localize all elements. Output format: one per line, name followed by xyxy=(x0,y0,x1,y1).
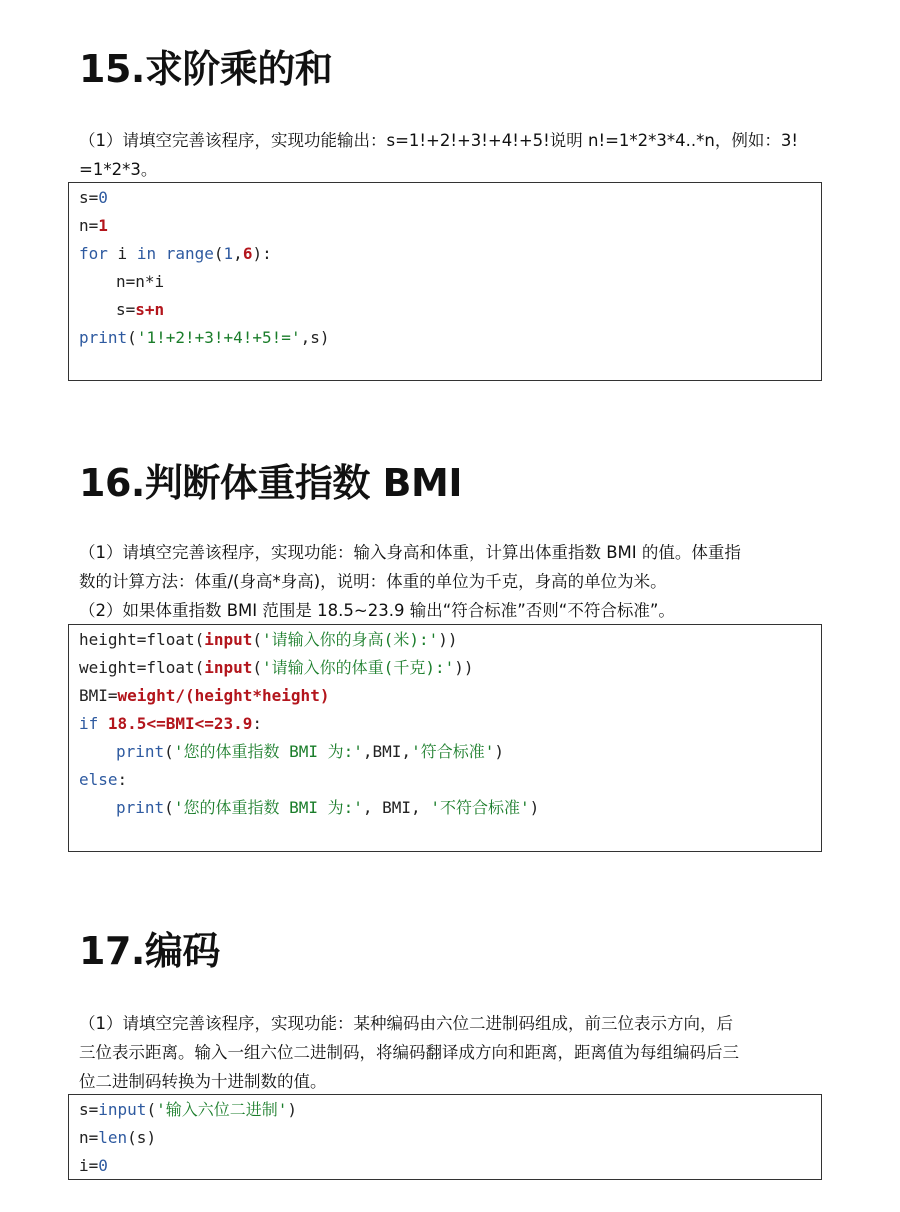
description-line: （1）请填空完善该程序，实现功能输出：s=1!+2!+3!+4!+5!说明 n!=1*2*3*4..*n，例如：3! xyxy=(79,131,798,150)
code-line: s=0 xyxy=(79,188,108,207)
description-line: （2）如果体重指数 BMI 范围是 18.5~23.9 输出“符合标准”否则“不符合标准”。 xyxy=(79,601,675,620)
code-line: print('您的体重指数 BMI 为:',BMI,'符合标准') xyxy=(116,742,504,761)
code-line: n=n*i xyxy=(116,272,165,291)
section-description xyxy=(79,126,831,184)
code-line: n=1 xyxy=(79,216,108,235)
code-line: BMI=weight/(height*height) xyxy=(79,686,330,705)
description-line: （1）请填空完善该程序，实现功能：某种编码由六位二进制码组成，前三位表示方向，后 xyxy=(79,1014,733,1033)
code-line: s=s+n xyxy=(116,300,165,319)
description-line: 三位表示距离。输入一组六位二进制码，将编码翻译成方向和距离，距离值为每组编码后三 xyxy=(79,1043,739,1062)
section-description xyxy=(79,1009,831,1096)
description-line: =1*2*3。 xyxy=(79,160,158,179)
code-line: s=input('输入六位二进制') xyxy=(79,1100,297,1119)
code-line: for i in range(1,6): xyxy=(79,244,272,263)
section-description xyxy=(79,538,831,625)
code-block xyxy=(68,182,822,381)
code-line: n=len(s) xyxy=(79,1128,157,1147)
section-title: 16.判断体重指数 BMI xyxy=(79,461,462,505)
code-line: else: xyxy=(79,770,128,789)
code-line: print('您的体重指数 BMI 为:', BMI, '不符合标准') xyxy=(116,798,540,817)
code-line: print('1!+2!+3!+4!+5!=',s) xyxy=(79,328,330,347)
code-line: if 18.5<=BMI<=23.9: xyxy=(79,714,263,733)
description-line: （1）请填空完善该程序，实现功能：输入身高和体重，计算出体重指数 BMI 的值。体重指 xyxy=(79,543,741,562)
code-line: i=0 xyxy=(79,1156,108,1175)
description-line: 数的计算方法：体重/(身高*身高)，说明：体重的单位为千克，身高的单位为米。 xyxy=(79,572,667,591)
code-block xyxy=(68,624,822,852)
description-line: 位二进制码转换为十进制数的值。 xyxy=(79,1072,327,1091)
section-title: 15.求阶乘的和 xyxy=(79,47,333,91)
code-line: height=float(input('请输入你的身高(米):')) xyxy=(79,630,458,649)
code-block xyxy=(68,1094,822,1180)
section-title: 17.编码 xyxy=(79,929,220,973)
code-line: weight=float(input('请输入你的体重(千克):')) xyxy=(79,658,474,677)
